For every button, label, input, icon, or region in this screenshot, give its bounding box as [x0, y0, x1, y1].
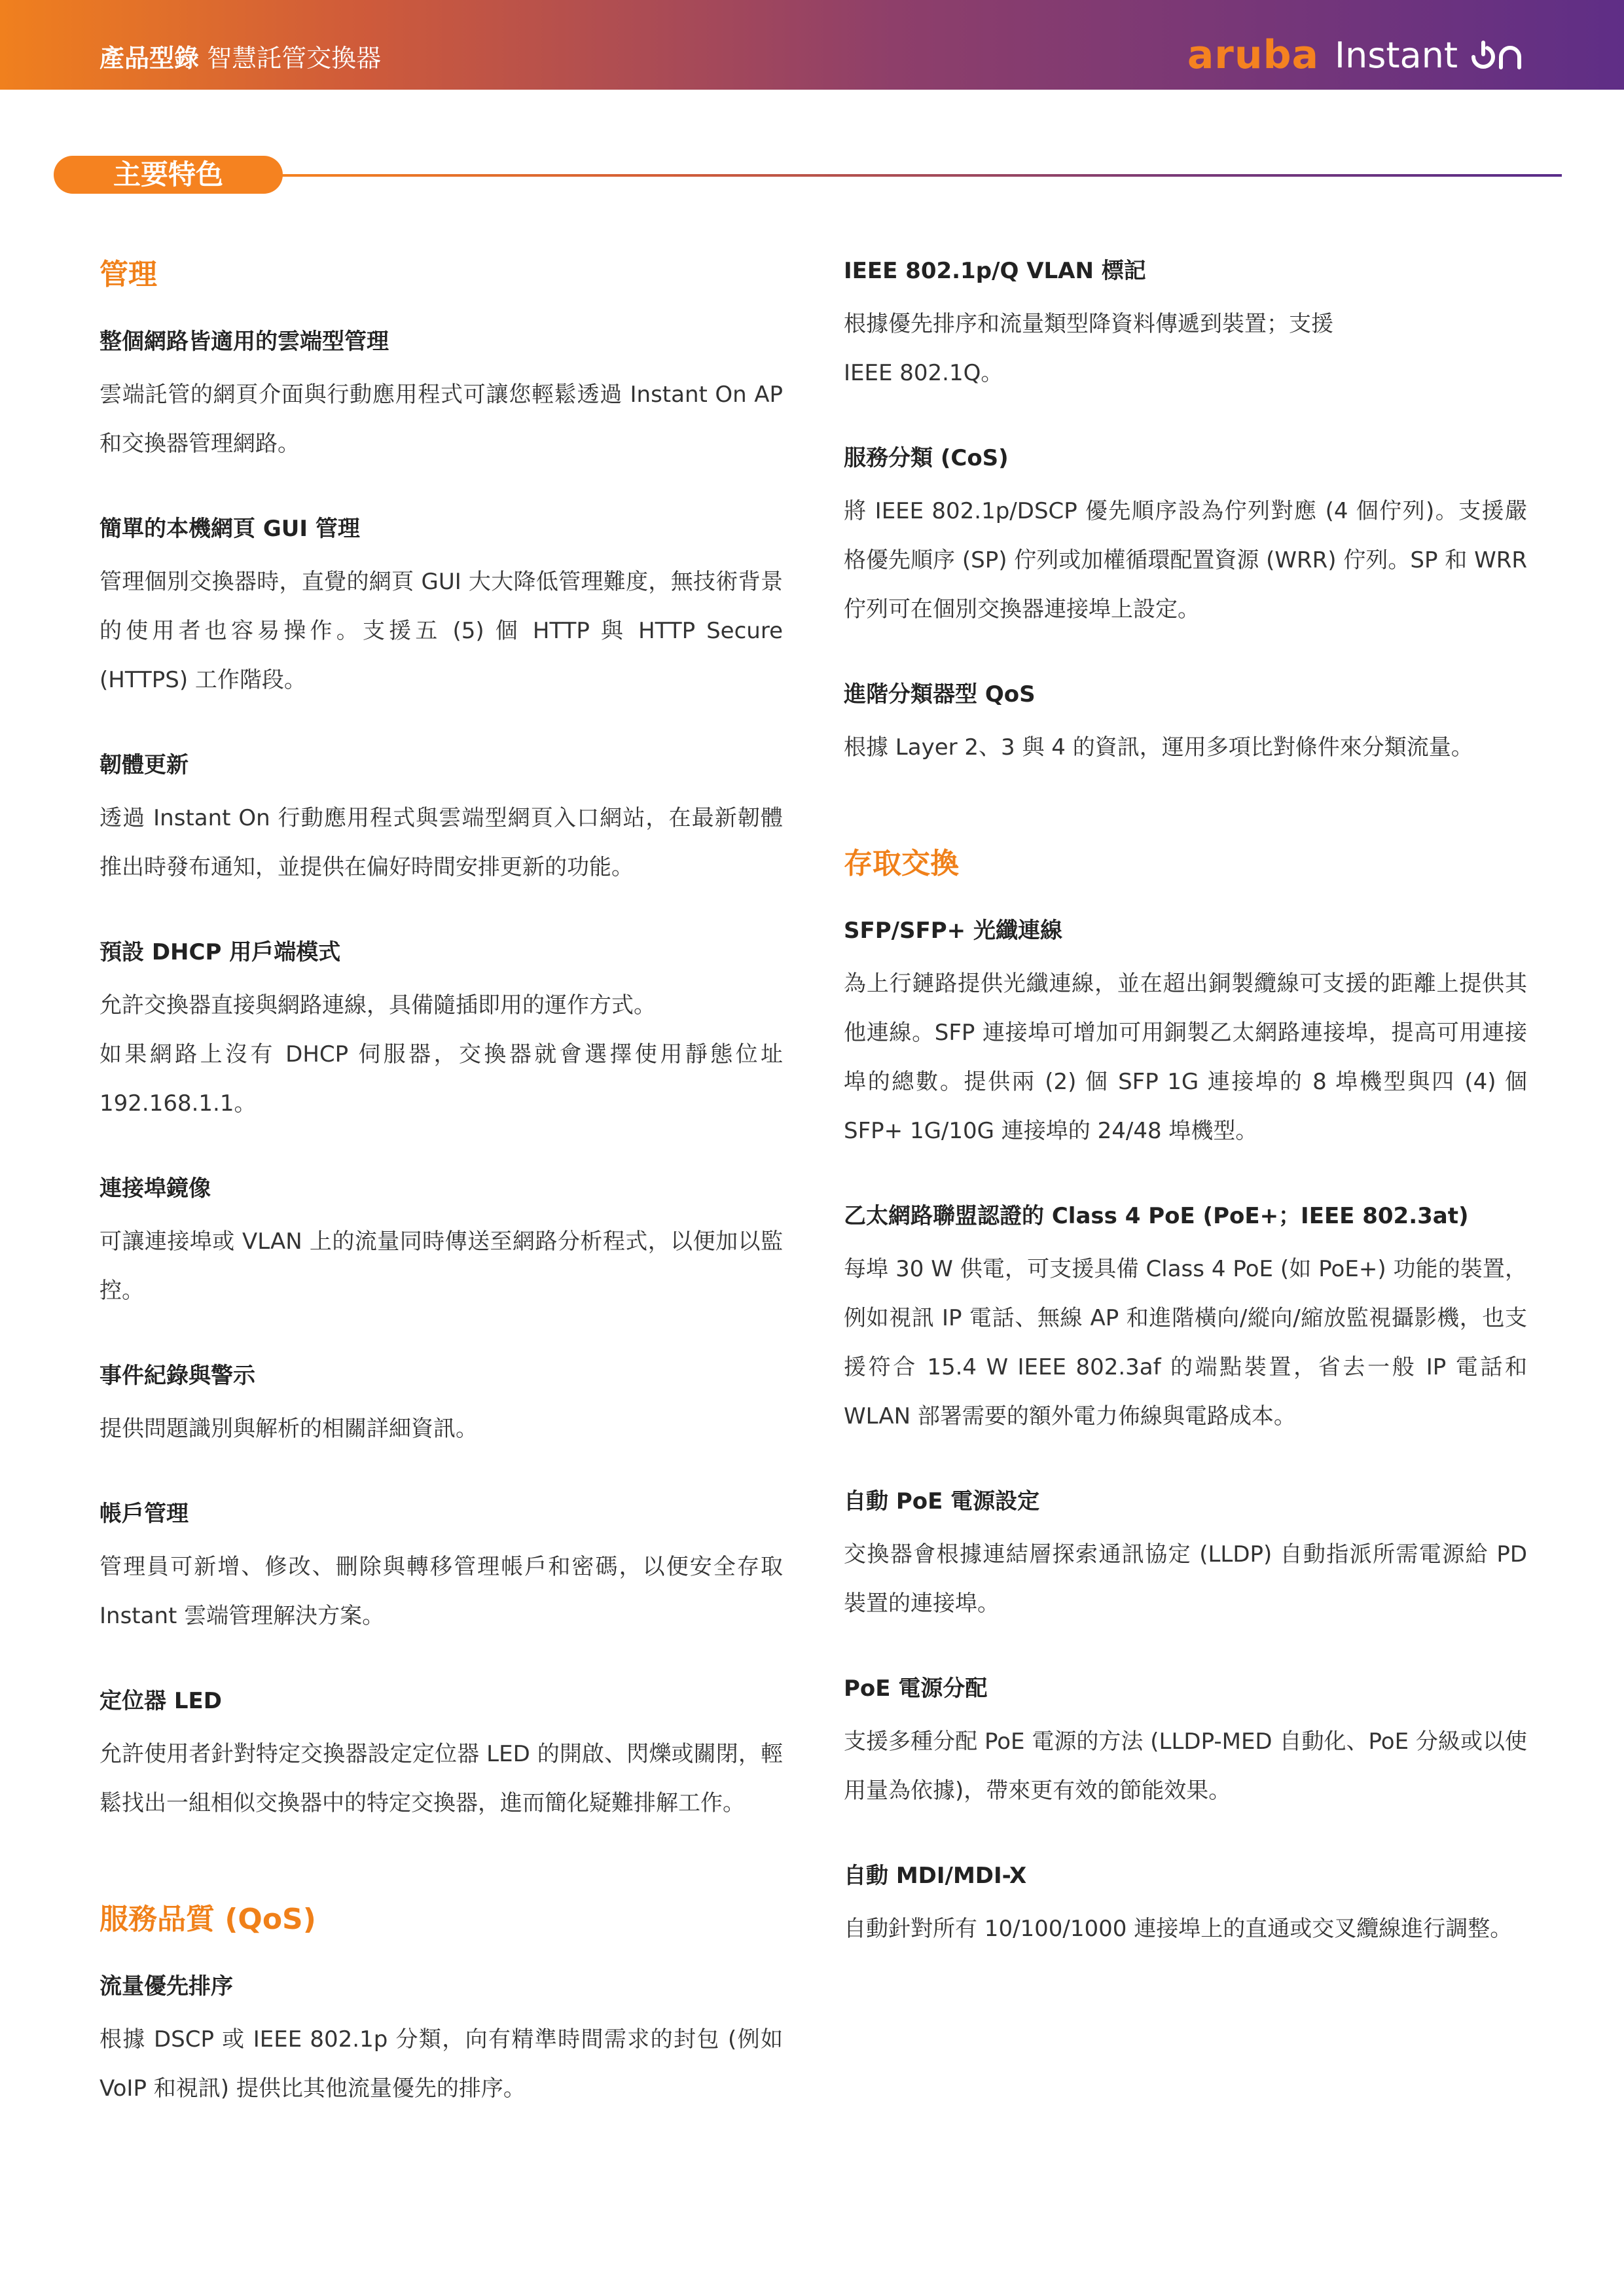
feature-body: 根據 DSCP 或 IEEE 802.1p 分類，向有精準時間需求的封包 (例如 VoIP 和視訊) 提供比其他流量優先的排序。 — [99, 2026, 783, 2102]
logo-product: Instant — [1335, 34, 1458, 76]
feature-body: 管理員可新增、修改、刪除與轉移管理帳戶和密碼，以便安全存取 Instant 雲端管理解決方案。 — [99, 1554, 783, 1629]
feature-item — [844, 1200, 1527, 1441]
feature-heading: 事件紀錄與警示 — [99, 1363, 255, 1389]
feature-item — [99, 749, 783, 892]
section-label-key-features: 主要特色 — [54, 156, 283, 194]
left-column — [99, 255, 783, 2185]
feature-item — [844, 255, 1527, 398]
feature-heading: 定位器 LED — [99, 1688, 222, 1714]
feature-item — [99, 326, 783, 469]
feature-heading: 韌體更新 — [99, 752, 189, 778]
feature-heading: SFP/SFP+ 光纖連線 — [844, 918, 1063, 944]
feature-body: 將 IEEE 802.1p/DSCP 優先順序設為佇列對應 (4 個佇列)。支援嚴格優先順序 (SP) 佇列或加權循環配置資源 (WRR) 佇列。SP 和 WRR 佇列可在個別交換器連接埠上設定。 — [844, 498, 1527, 622]
feature-heading: 整個網路皆適用的雲端型管理 — [99, 329, 389, 355]
feature-body: 支援多種分配 PoE 電源的方法 (LLDP-MED 自動化、PoE 分級或以使用量為依據)，帶來更有效的節能效果。 — [844, 1729, 1527, 1804]
feature-body: 允許交換器直接與網路連線，具備隨插即用的運作方式。 — [99, 992, 656, 1018]
feature-body: 允許使用者針對特定交換器設定定位器 LED 的開啟、閃爍或關閉，輕鬆找出一組相似交換器中的特定交換器，進而簡化疑難排解工作。 — [99, 1741, 783, 1816]
feature-item — [99, 1360, 783, 1454]
feature-heading: 簡單的本機網頁 GUI 管理 — [99, 516, 360, 542]
feature-item — [844, 1486, 1527, 1628]
feature-heading: 自動 PoE 電源設定 — [844, 1488, 1040, 1515]
feature-body: 透過 Instant On 行動應用程式與雲端型網頁入口網站，在最新韌體推出時發布通知，並提供在偏好時間安排更新的功能。 — [99, 805, 783, 880]
feature-heading: 預設 DHCP 用戶端模式 — [99, 939, 341, 965]
feature-heading: 進階分類器型 QoS — [844, 681, 1036, 708]
header-title — [99, 43, 381, 73]
feature-heading: 帳戶管理 — [99, 1501, 189, 1527]
header-title-bold: 產品型錄 — [99, 44, 200, 73]
header-title-rest: 智慧託管交換器 — [207, 44, 382, 73]
feature-item — [99, 1498, 783, 1641]
management-title: 管理 — [99, 258, 157, 291]
qos-continued-group — [844, 255, 1527, 772]
feature-body: 自動針對所有 10/100/1000 連接埠上的直通或交叉纜線進行調整。 — [844, 1916, 1513, 1942]
feature-body-2: 如果網路上沒有 DHCP 伺服器，交換器就會選擇使用靜態位址 192.168.1.1。 — [99, 1041, 783, 1117]
feature-item — [99, 1173, 783, 1316]
qos-group — [99, 1900, 783, 2113]
logo-on-icon — [1470, 40, 1525, 70]
feature-item — [99, 513, 783, 705]
page-header — [0, 0, 1624, 90]
feature-item — [844, 679, 1527, 772]
feature-body-2: IEEE 802.1Q。 — [844, 360, 1003, 386]
aruba-instant-on-logo — [1187, 34, 1525, 76]
feature-heading: 乙太網路聯盟認證的 Class 4 PoE (PoE+；IEEE 802.3at) — [844, 1203, 1469, 1229]
management-group — [99, 255, 783, 1828]
feature-body: 交換器會根據連結層探索通訊協定 (LLDP) 自動指派所需電源給 PD 裝置的連接埠。 — [844, 1541, 1527, 1617]
feature-body: 根據優先排序和流量類型降資料傳遞到裝置；支援 — [844, 311, 1333, 337]
access-switching-title: 存取交換 — [844, 847, 959, 880]
feature-heading: 服務分類 (CoS) — [844, 445, 1009, 471]
access-switching-group — [844, 844, 1527, 1954]
feature-heading: 連接埠鏡像 — [99, 1175, 211, 1202]
right-column — [844, 255, 1527, 2026]
qos-title: 服務品質 (QoS) — [99, 1903, 316, 1936]
section-divider — [280, 174, 1562, 177]
feature-body: 提供問題識別與解析的相關詳細資訊。 — [99, 1416, 478, 1442]
feature-body: 每埠 30 W 供電，可支援具備 Class 4 PoE (如 PoE+) 功能的裝置，例如視訊 IP 電話、無線 AP 和進階橫向/縱向/縮放監視攝影機，也支援符合 15.4 W IEEE 802.3af 的端點裝置，省去一般 IP 電話和 WLAN 部署需要的額外電力佈線與電路成本。 — [844, 1256, 1527, 1429]
feature-body: 管理個別交換器時，直覺的網頁 GUI 大大降低管理難度，無技術背景的使用者也容易操作。支援五 (5) 個 HTTP 與 HTTP Secure (HTTPS) 工作階段。 — [99, 569, 783, 693]
feature-body: 為上行鏈路提供光纖連線，並在超出銅製纜線可支援的距離上提供其他連線。SFP 連接埠可增加可用銅製乙太網路連接埠，提高可用連接埠的總數。提供兩 (2) 個 SFP 1G 連接埠的 8 埠機型與四 (4) 個 SFP+ 1G/10G 連接埠的 24/48 埠機型。 — [844, 971, 1527, 1144]
feature-item — [99, 937, 783, 1128]
feature-item — [844, 1860, 1527, 1954]
feature-heading: IEEE 802.1p/Q VLAN 標記 — [844, 258, 1146, 284]
feature-body: 可讓連接埠或 VLAN 上的流量同時傳送至網路分析程式，以便加以監控。 — [99, 1229, 783, 1304]
feature-heading: 流量優先排序 — [99, 1973, 233, 2000]
feature-item — [99, 1685, 783, 1828]
feature-item — [844, 1673, 1527, 1816]
feature-body: 雲端託管的網頁介面與行動應用程式可讓您輕鬆透過 Instant On AP 和交換器管理網路。 — [99, 382, 783, 457]
feature-heading: 自動 MDI/MDI-X — [844, 1863, 1027, 1889]
feature-item — [844, 915, 1527, 1156]
feature-heading: PoE 電源分配 — [844, 1676, 988, 1702]
feature-item — [844, 442, 1527, 634]
logo-brand: aruba — [1187, 32, 1320, 78]
feature-body: 根據 Layer 2、3 與 4 的資訊，運用多項比對條件來分類流量。 — [844, 734, 1473, 761]
feature-item — [99, 1971, 783, 2113]
